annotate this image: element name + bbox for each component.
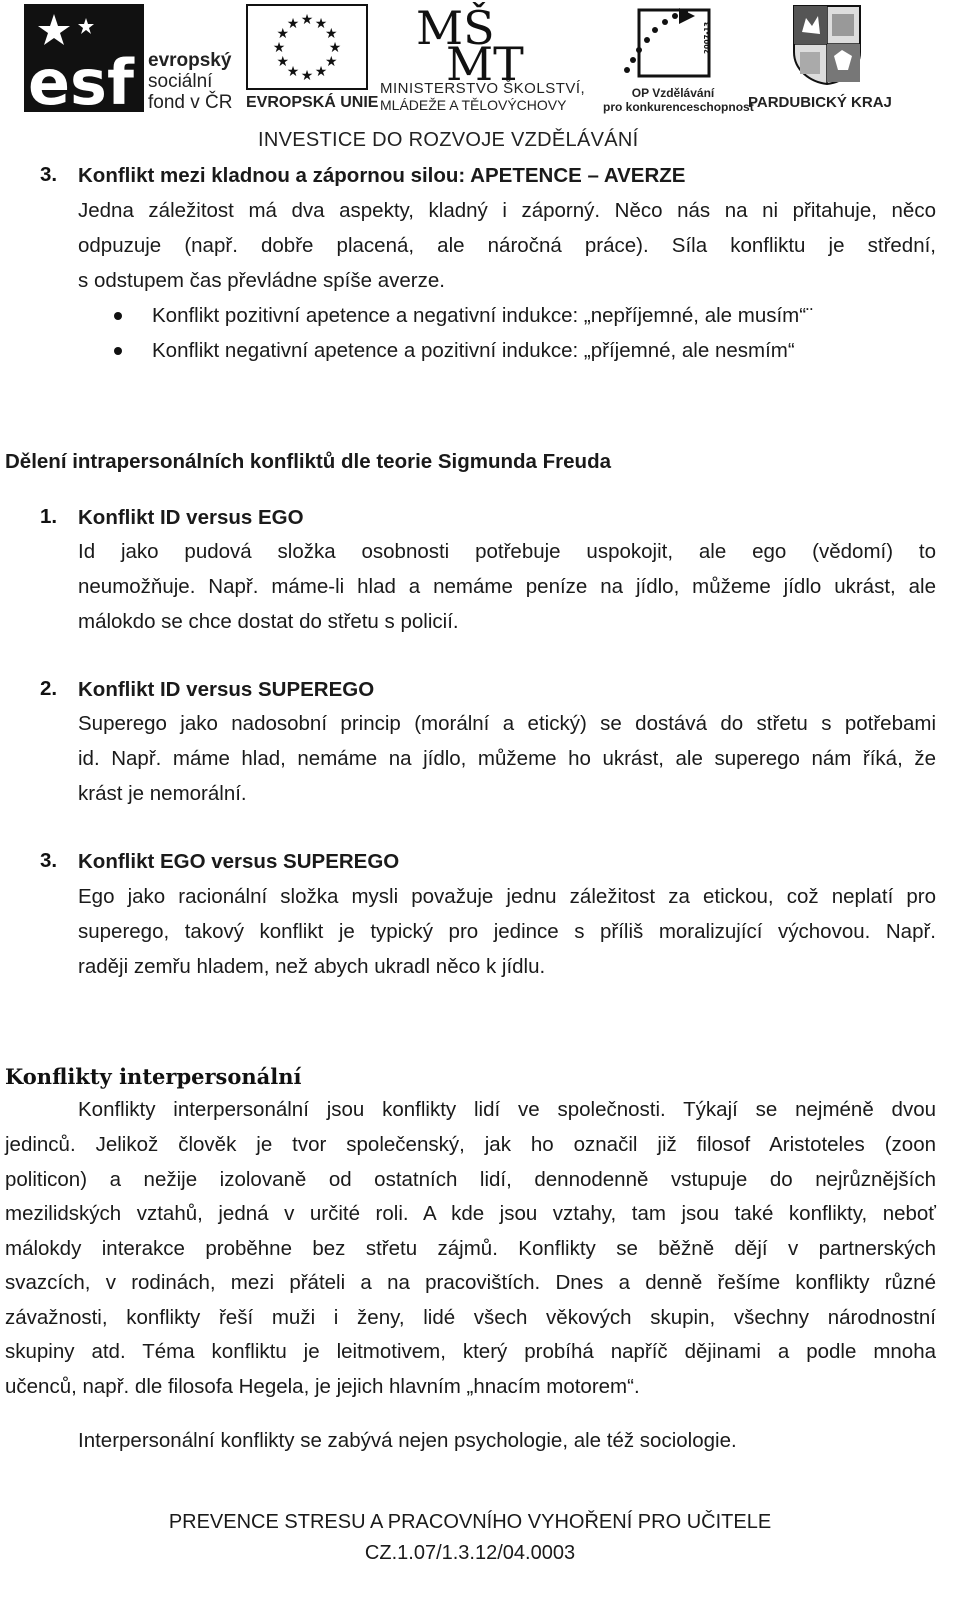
freud-item-1-line-1: Id jako pudová složka osobnosti potřebuje uspokojit, ale ego (vědomí) to bbox=[78, 540, 936, 563]
conflict-line-3: s odstupem čas převládne spíše averze. bbox=[78, 269, 445, 292]
eu-star-icon: ★ bbox=[300, 12, 314, 28]
freud-item-2-number: 2. bbox=[40, 677, 58, 700]
pardubice-region-logo bbox=[748, 4, 918, 114]
esf-logo bbox=[24, 4, 239, 114]
footer-title: PREVENCE STRESU A PRACOVNÍHO VYHOŘENÍ PRO UČITELE bbox=[168, 1511, 772, 1533]
msmt-mark-icon bbox=[416, 2, 566, 80]
eu-label: EVROPSKÁ UNIE bbox=[246, 94, 379, 111]
freud-item-2-line-2: id. Např. máme hlad, nemáme na jídlo, můžeme ho ukrást, ale superego nám říká, že bbox=[78, 747, 936, 770]
svg-text:MT: MT bbox=[446, 37, 524, 80]
freud-heading: Dělení intrapersonálních konfliktů dle teorie Sigmunda Freuda bbox=[5, 450, 611, 473]
eu-star-icon: ★ bbox=[276, 54, 290, 70]
bullet-item-1: Konflikt pozitivní apetence a negativní indukce: „nepříjemné, ale musím“¨ bbox=[152, 304, 813, 327]
interpersonal-line-4: mezilidských vztahů, jedná v určité roli. A kde jsou vztahy, tam jsou také konflikty, neboť bbox=[5, 1202, 936, 1225]
freud-item-2-line-3: krást je nemorální. bbox=[78, 782, 247, 805]
conflict-line-1: Jedna záležitost má dva aspekty, kladný i záporný. Něco nás na ni přitahuje, něco bbox=[78, 199, 936, 222]
esf-line-2: sociální bbox=[148, 71, 213, 92]
freud-item-2-line-1: Superego jako nadosobní princip (morální a etický) se dostává do střetu s potřebami bbox=[78, 712, 936, 735]
msmt-line-1: MINISTERSTVO ŠKOLSTVÍ, bbox=[380, 80, 586, 97]
interpersonal-line-2: jedinců. Jelikož člověk je tvor společenský, jak ho označil již filosof Aristoteles (zoon bbox=[5, 1133, 936, 1156]
esf-line-3: fond v ČR bbox=[148, 92, 233, 113]
eu-star-icon: ★ bbox=[286, 64, 300, 81]
eu-star-icon: ★ bbox=[324, 54, 338, 70]
footer-code: CZ.1.07/1.3.12/04.0003 bbox=[364, 1542, 576, 1564]
op-line-2: pro konkurenceschopnost bbox=[603, 100, 754, 114]
eu-star-icon: ★ bbox=[286, 15, 300, 32]
bullet-item-2: Konflikt negativní apetence a pozitivní indukce: „příjemné, ale nesmím“ bbox=[152, 339, 795, 362]
eu-star-icon: ★ bbox=[314, 64, 328, 81]
investice-tagline: INVESTICE DO ROZVOJE VZDĚLÁVÁNÍ bbox=[258, 129, 639, 151]
interpersonal-line-9: učenců, např. dle filosofa Hegela, je jejich hlavním „hnacím motorem“. bbox=[5, 1375, 640, 1398]
op-badge: 2007-13 bbox=[703, 21, 711, 54]
interpersonal-line-5: málokdy interakce proběhne bez střetu zájmů. Konflikty se běžně dějí v partnerských bbox=[5, 1237, 936, 1260]
svg-text:esf: esf bbox=[28, 46, 134, 112]
eu-star-icon: ★ bbox=[272, 40, 286, 56]
region-label: PARDUBICKÝ KRAJ bbox=[748, 94, 892, 111]
coat-of-arms-icon bbox=[792, 4, 862, 86]
svg-text:MŠ: MŠ bbox=[416, 2, 495, 55]
freud-item-3-line-1: Ego jako racionální složka mysli považuje jednu záležitost za etickou, což neplatí pro bbox=[78, 885, 936, 908]
interpersonal-line-6: svazcích, v rodinách, mezi přáteli a na pracovištích. Dnes a denně řešíme konflikty různé bbox=[5, 1271, 936, 1294]
esf-line-1: evropský bbox=[148, 50, 232, 71]
eu-star-icon: ★ bbox=[328, 40, 342, 56]
freud-item-1-line-2: neumožňuje. Např. máme-li hlad a nemáme peníze na jídlo, můžeme jídlo ukrást, ale bbox=[78, 575, 936, 598]
conflict-number: 3. bbox=[40, 163, 58, 186]
eu-star-icon: ★ bbox=[324, 26, 338, 42]
eu-star-icon: ★ bbox=[314, 15, 328, 32]
freud-item-2-title: Konflikt ID versus SUPEREGO bbox=[78, 678, 375, 701]
interpersonal-heading: Konflikty interpersonální bbox=[5, 1064, 302, 1089]
freud-item-3-line-3: raději zemřu hladem, než abych ukradl něco k jídlu. bbox=[78, 955, 546, 978]
eu-logo bbox=[246, 4, 379, 114]
logo-bar bbox=[0, 0, 960, 160]
eu-flag-icon bbox=[246, 4, 368, 90]
eu-star-icon: ★ bbox=[276, 26, 290, 42]
freud-item-1-title: Konflikt ID versus EGO bbox=[78, 506, 304, 529]
conflict-line-2: odpuzuje (např. dobře placená, ale náročná práce). Síla konfliktu je střední, bbox=[78, 234, 936, 257]
op-logo bbox=[603, 4, 754, 114]
bullet-dot bbox=[114, 312, 122, 320]
conflict-title: Konflikt mezi kladnou a zápornou silou: APETENCE – AVERZE bbox=[78, 164, 686, 187]
freud-item-3-title: Konflikt EGO versus SUPEREGO bbox=[78, 850, 400, 873]
msmt-line-2: MLÁDEŽE A TĚLOVÝCHOVY bbox=[380, 97, 567, 113]
msmt-logo bbox=[380, 2, 600, 114]
esf-mark-icon bbox=[24, 4, 144, 112]
op-mark-icon bbox=[617, 4, 727, 82]
bullet-dot bbox=[114, 347, 122, 355]
freud-item-1-number: 1. bbox=[40, 505, 58, 528]
freud-item-1-line-3: málokdo se chce dostat do střetu s policií. bbox=[78, 610, 459, 633]
interpersonal-line-7: závažnosti, konflikty řeší muži i ženy, lidé všech věkových skupin, všechny národnostní bbox=[5, 1306, 936, 1329]
eu-star-icon: ★ bbox=[300, 68, 314, 84]
op-line-1: OP Vzdělávání bbox=[631, 86, 715, 100]
interpersonal-line-8: skupiny atd. Téma konfliktu je leitmotivem, který probíhá napříč dějinami a podle mnoha bbox=[5, 1340, 936, 1363]
interpersonal-line-3: politicon) a nežije izolovaně od ostatních lidí, dennodenně vstupuje do nejrůznějších bbox=[5, 1168, 936, 1191]
freud-item-3-line-2: superego, takový konflikt je typický pro jedince s příliš moralizující výchovou. Např. bbox=[78, 920, 936, 943]
interpersonal-closing: Interpersonální konflikty se zabývá nejen psychologie, ale též sociologie. bbox=[78, 1429, 737, 1452]
interpersonal-line-1: Konflikty interpersonální jsou konflikty lidí ve společnosti. Týkají se nejméně dvou bbox=[78, 1098, 936, 1121]
freud-item-3-number: 3. bbox=[40, 849, 58, 872]
